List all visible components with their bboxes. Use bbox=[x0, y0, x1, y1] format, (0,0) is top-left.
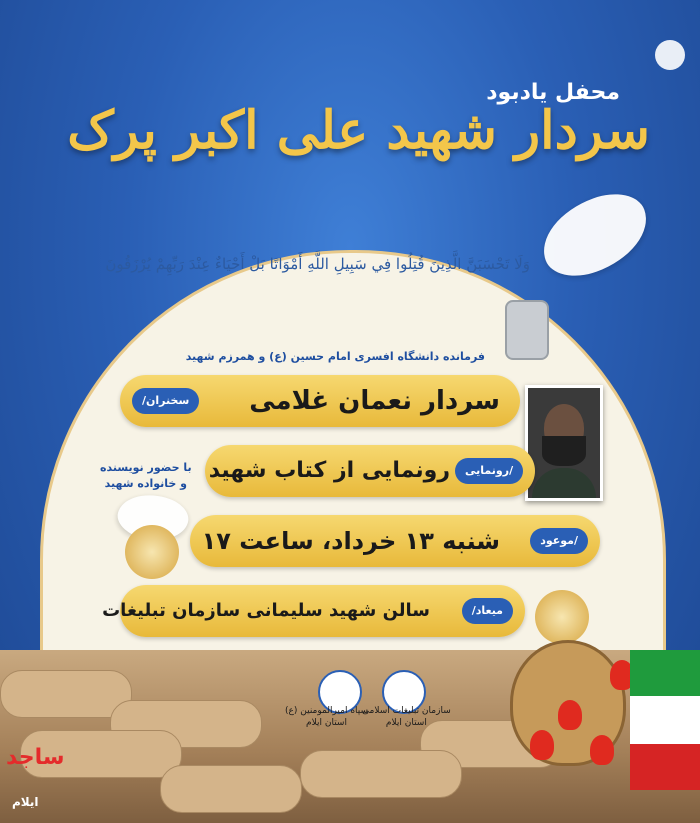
date-text: شنبه ۱۳ خرداد، ساعت ۱۷ bbox=[201, 527, 500, 555]
speaker-bar bbox=[120, 375, 520, 427]
tulip-icon bbox=[590, 735, 614, 765]
org2-name: سپاه امیرالمومنین (ع) bbox=[285, 706, 369, 716]
venue-text: سالن شهید سلیمانی سازمان تبلیغات bbox=[102, 600, 430, 621]
speaker-tag: سخنران/ bbox=[132, 388, 199, 414]
org1-name: سازمان تبلیغات اسلامی bbox=[362, 706, 451, 716]
emblem-icon bbox=[655, 40, 685, 70]
org2-region: استان ایلام bbox=[306, 718, 347, 728]
dove-icon bbox=[531, 183, 658, 286]
unveiling-text: رونمایی از کتاب شهید bbox=[208, 458, 450, 483]
venue-tag: میعاد/ bbox=[462, 598, 513, 624]
side-note-line2: و خانواده شهید bbox=[104, 477, 188, 490]
ornament-icon-right bbox=[535, 590, 589, 644]
martyr-title: سردار شهید علی اکبر پرک bbox=[67, 100, 650, 161]
side-note bbox=[100, 460, 192, 492]
dog-tag-icon bbox=[505, 300, 549, 360]
unveiling-tag: /رونمایی bbox=[455, 458, 523, 484]
iran-flag bbox=[630, 650, 700, 790]
tulip-icon bbox=[558, 700, 582, 730]
org1-caption bbox=[362, 705, 451, 729]
org1-region: استان ایلام bbox=[385, 718, 427, 728]
speaker-subtitle: فرمانده دانشگاه افسری امام حسین (ع) و همرزم شهید bbox=[185, 350, 485, 363]
brand-city: ایلام bbox=[12, 795, 39, 809]
date-bar bbox=[190, 515, 600, 567]
date-tag: /موعود bbox=[530, 528, 588, 554]
martyr-photo bbox=[525, 385, 603, 501]
ornament-icon bbox=[125, 525, 179, 579]
event-label: محفل یادبود bbox=[486, 80, 620, 105]
sajed-brand: ساجد bbox=[6, 745, 65, 770]
venue-bar bbox=[102, 585, 525, 637]
tulip-icon bbox=[530, 730, 554, 760]
org2-caption bbox=[285, 705, 368, 729]
speaker-name: سردار نعمان غلامی bbox=[249, 386, 500, 416]
quran-verse: وَلَا تَحْسَبَنَّ الَّذِينَ قُتِلُوا فِي سَبِيلِ اللَّهِ أَمْوَاتًا بَلْ أَحْيَاءٌ عِنْدَ رَبِّهِمْ يُرْزَقُونَ bbox=[105, 255, 530, 273]
side-note-line1: با حضور نویسنده bbox=[100, 461, 192, 474]
